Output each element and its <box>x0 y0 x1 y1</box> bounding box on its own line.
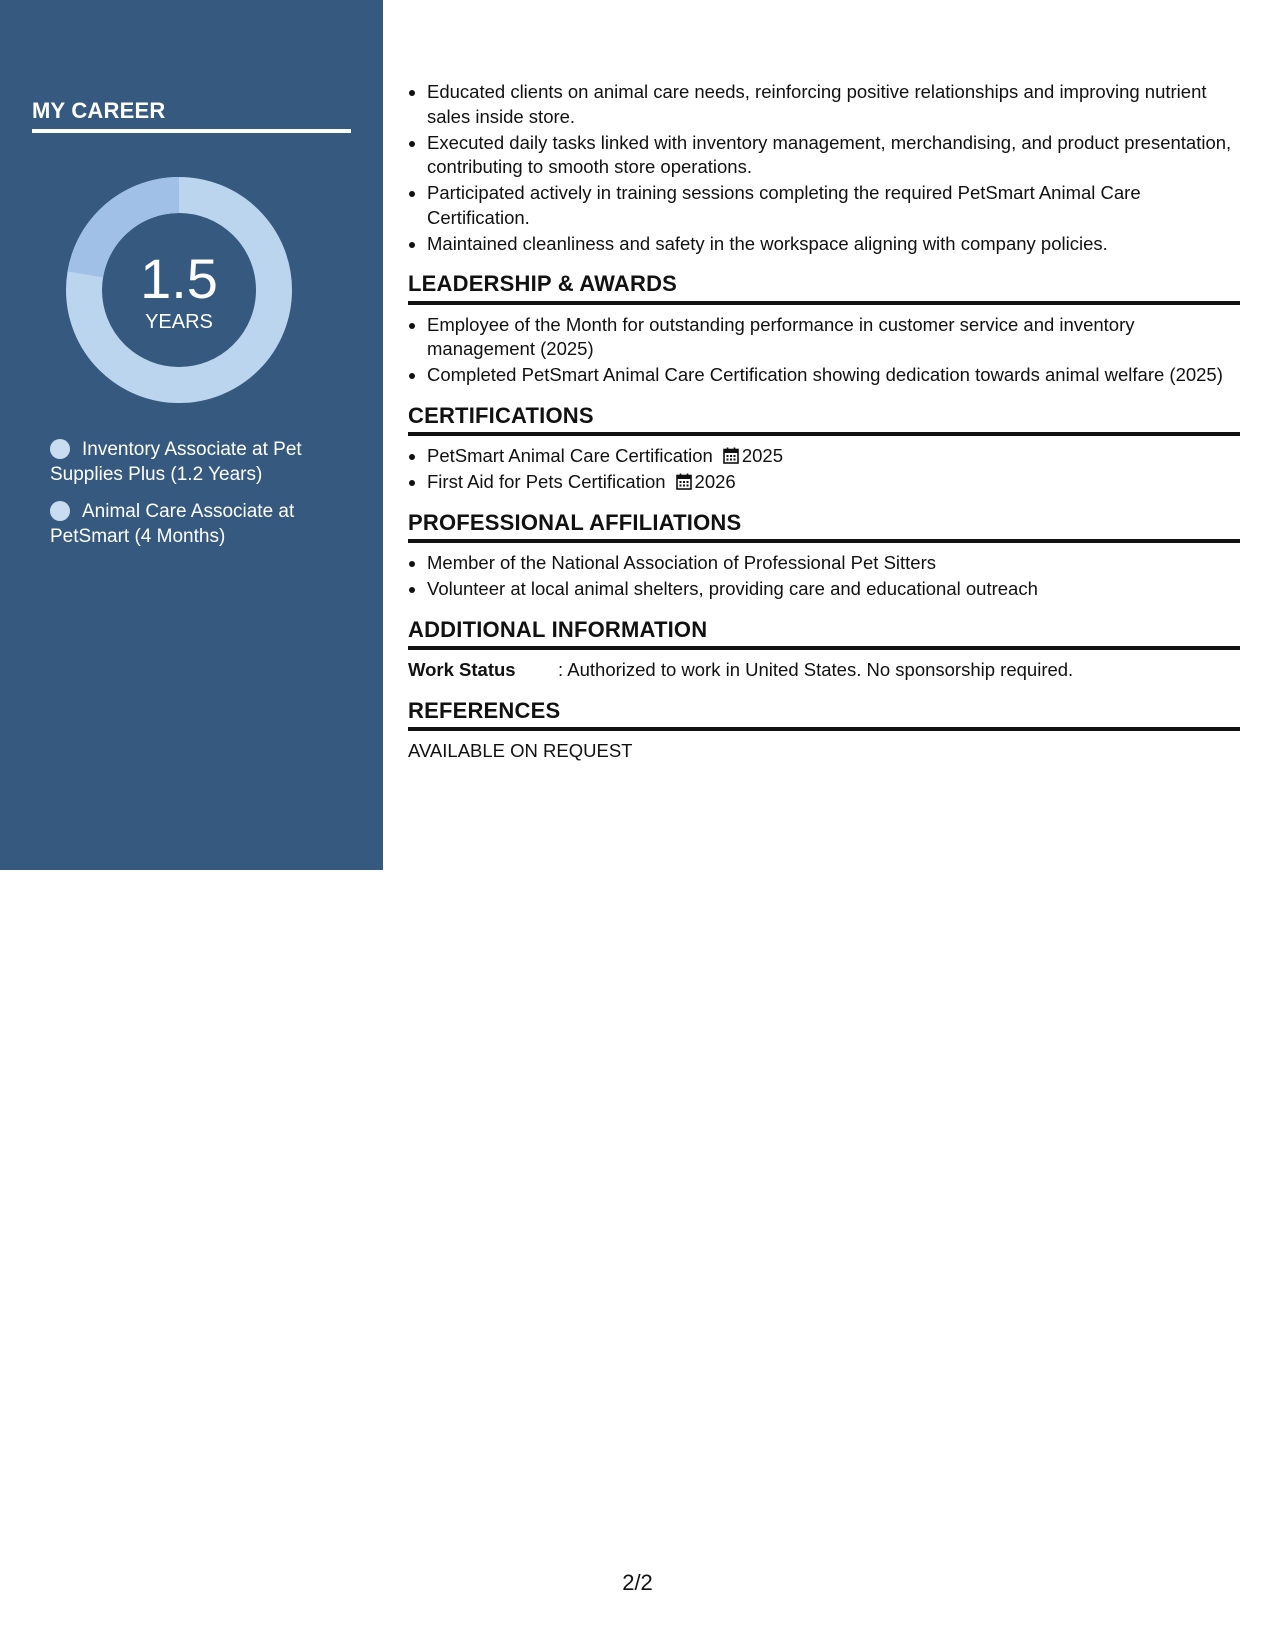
leadership-item: • Employee of the Month for outstanding performance in customer service and inventory management (2025) <box>427 313 1240 362</box>
leadership-title: LEADERSHIP & AWARDS <box>408 272 1240 305</box>
certification-name: PetSmart Animal Care Certification <box>427 445 713 466</box>
legend-item <box>50 499 320 549</box>
experience-bullet: • Participated actively in training sessions completing the required PetSmart Animal Care Certification. <box>427 181 1240 230</box>
certifications-title: CERTIFICATIONS <box>408 404 1240 437</box>
leadership-item: • Completed PetSmart Animal Care Certification showing dedication towards animal welfare (2025) <box>427 363 1240 388</box>
work-status-value: : Authorized to work in United States. No sponsorship required. <box>558 659 1074 680</box>
experience-bullet: • Educated clients on animal care needs, reinforcing positive relationships and improving nutrient sales inside store. <box>427 80 1240 129</box>
career-title-rule <box>32 129 351 133</box>
certification-item <box>427 470 1240 495</box>
certification-name: First Aid for Pets Certification <box>427 471 666 492</box>
references-text: AVAILABLE ON REQUEST <box>408 740 633 761</box>
work-status-row <box>408 658 1240 683</box>
calendar-icon <box>723 447 739 464</box>
career-years-value: 1.5 <box>140 247 218 310</box>
main-content <box>408 80 1240 764</box>
experience-bullets <box>408 80 1240 256</box>
legend-dot-icon <box>50 501 70 521</box>
affiliations-list <box>408 551 1240 602</box>
sidebar <box>0 0 383 870</box>
legend-dot-icon <box>50 439 70 459</box>
page-number: 2/2 <box>622 1570 653 1595</box>
legend-label: Inventory Associate at Pet Supplies Plus (1.2 Years) <box>50 439 302 485</box>
legend-label: Animal Care Associate at PetSmart (4 Months) <box>50 501 295 547</box>
calendar-icon <box>676 473 692 490</box>
work-status-key: Work Status <box>408 659 516 680</box>
career-years-label: YEARS <box>145 311 213 333</box>
affiliation-item: • Volunteer at local animal shelters, providing care and educational outreach <box>427 577 1240 602</box>
affiliations-title: PROFESSIONAL AFFILIATIONS <box>408 511 1240 544</box>
certification-year: 2026 <box>694 471 736 492</box>
experience-bullet: • Maintained cleanliness and safety in the workspace aligning with company policies. <box>427 232 1240 257</box>
legend-item <box>50 437 320 487</box>
affiliation-item: • Member of the National Association of Professional Pet Sitters <box>427 551 1240 576</box>
career-legend <box>50 437 320 561</box>
leadership-list <box>408 313 1240 388</box>
additional-info-title: ADDITIONAL INFORMATION <box>408 618 1240 651</box>
certifications-list <box>408 444 1240 495</box>
career-title: MY CAREER <box>32 98 166 123</box>
experience-bullet: • Executed daily tasks linked with inventory management, merchandising, and product presentation, contributing to smooth store operations. <box>427 131 1240 180</box>
certification-item <box>427 444 1240 469</box>
certification-year: 2025 <box>741 445 783 466</box>
references-title: REFERENCES <box>408 699 1240 732</box>
